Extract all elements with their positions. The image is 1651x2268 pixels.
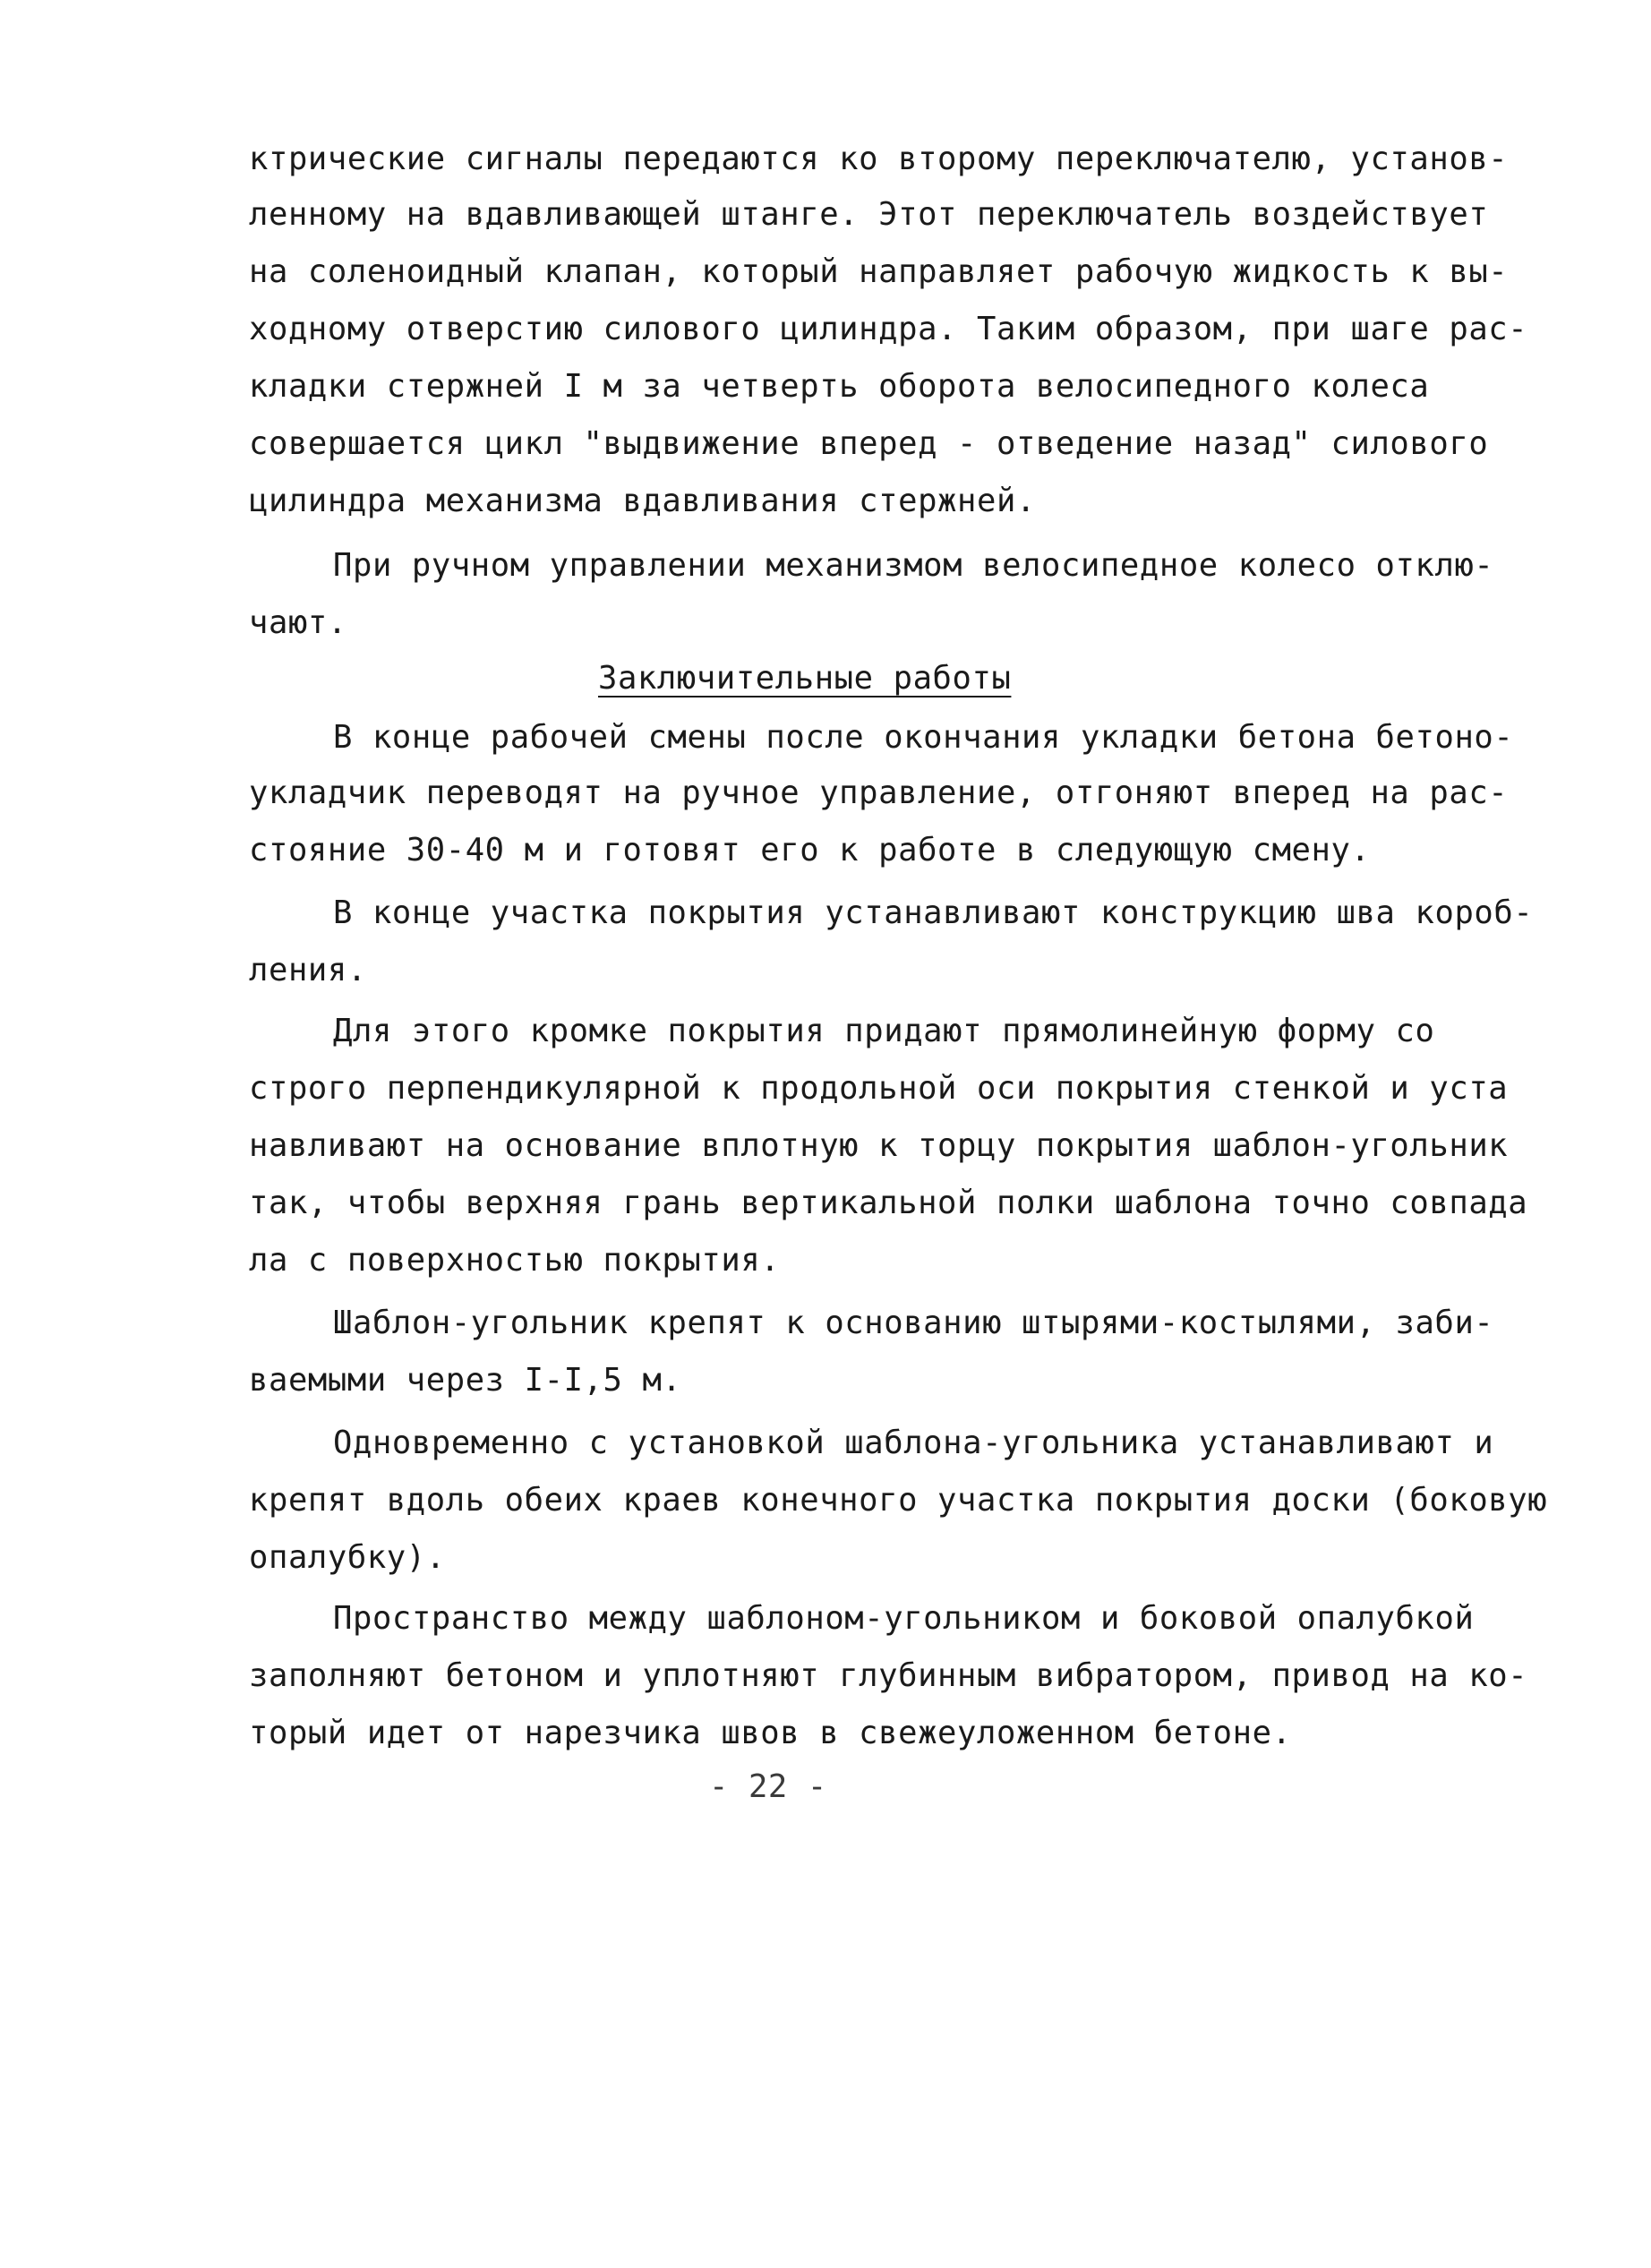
text-line: стояние 30-40 м и готовят его к работе в следующую смену.	[249, 832, 1371, 869]
text-line: ления.	[249, 952, 367, 989]
text-line: совершается цикл "выдвижение вперед - отведение назад" силового	[249, 425, 1489, 462]
text-line: Одновременно с установкой шаблона-угольника устанавливают и	[333, 1425, 1494, 1461]
text-line: Для этого кромке покрытия придают прямолинейную форму со	[333, 1013, 1435, 1049]
text-line: Пространство между шаблоном-угольником и боковой опалубкой	[333, 1600, 1475, 1637]
text-line: ваемыми через I-I,5 м.	[249, 1362, 682, 1399]
section-heading: Заключительные работы	[598, 660, 1012, 697]
text-line: ленному на вдавливающей штанге. Этот переключатель воздействует	[249, 196, 1489, 233]
text-line: на соленоидный клапан, который направляет рабочую жидкость к вы-	[249, 253, 1509, 290]
text-line: торый идет от нарезчика швов в свежеуложенном бетоне.	[249, 1715, 1292, 1751]
text-line: так, чтобы верхняя грань вертикальной полки шаблона точно совпада	[249, 1185, 1528, 1221]
text-line: чают.	[249, 604, 347, 641]
text-line: заполняют бетоном и уплотняют глубинным вибратором, привод на ко-	[249, 1657, 1528, 1694]
text-line: При ручном управлении механизмом велосипедное колесо отклю-	[333, 547, 1494, 584]
text-line: навливают на основание вплотную к торцу покрытия шаблон-угольник	[249, 1127, 1509, 1164]
text-line: опалубку).	[249, 1539, 446, 1576]
text-line: крепят вдоль обеих краев конечного участка покрытия доски (боковую	[249, 1482, 1548, 1519]
text-line: В конце участка покрытия устанавливают конструкцию шва короб-	[333, 894, 1534, 931]
text-line: кладки стержней I м за четверть оборота велосипедного колеса	[249, 368, 1430, 405]
text-line: Шаблон-угольник крепят к основанию штырями-костылями, заби-	[333, 1305, 1494, 1341]
text-line: ктрические сигналы передаются ко второму переключателю, установ-	[249, 141, 1509, 177]
text-line: строго перпендикулярной к продольной оси покрытия стенкой и уста	[249, 1070, 1509, 1107]
text-line: укладчик переводят на ручное управление, отгоняют вперед на рас-	[249, 775, 1509, 811]
text-line: ла с поверхностью покрытия.	[249, 1242, 781, 1279]
text-line: ходному отверстию силового цилиндра. Таким образом, при шаге рас-	[249, 311, 1528, 347]
text-line: В конце рабочей смены после окончания укладки бетона бетоно-	[333, 719, 1514, 756]
text-line: цилиндра механизма вдавливания стержней.	[249, 483, 1036, 519]
page-number: - 22 -	[709, 1768, 827, 1805]
